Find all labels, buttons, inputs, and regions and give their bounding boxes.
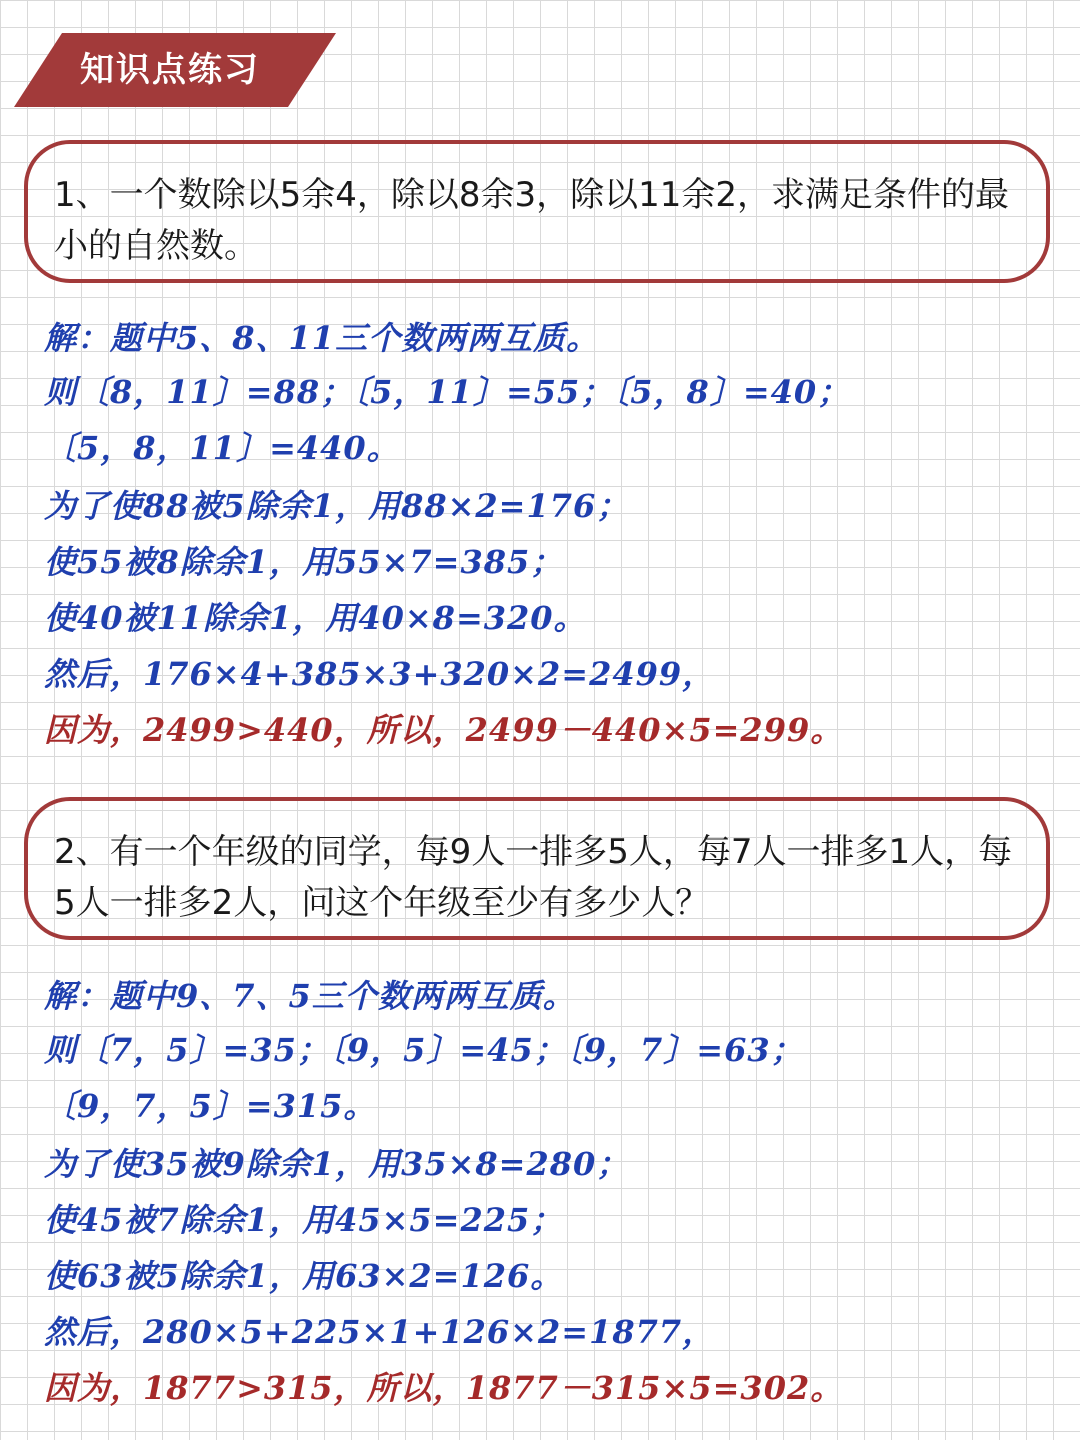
- solution-2-line-7: 然后，280×5+225×1+126×2=1877，: [44, 1313, 716, 1351]
- solution-2-line-1: 解：题中9、7、5三个数两两互质。: [44, 977, 576, 1015]
- solution-1-line-1: 解：题中5、8、11三个数两两互质。: [44, 319, 600, 357]
- solution-1-line-3: 〔5，8，11〕=440。: [44, 429, 400, 467]
- solution-1-conclusion: 因为，2499>440，所以，2499－440×5=299。: [44, 711, 844, 749]
- solution-2-line-4: 为了使35被9除余1，用35×8=280；: [44, 1145, 630, 1183]
- question-box-1: [24, 140, 1050, 283]
- solution-1-line-4: 为了使88被5除余1，用88×2=176；: [44, 487, 630, 525]
- solution-2-line-3: 〔9，7，5〕=315。: [44, 1087, 377, 1125]
- solution-1-line-6: 使40被11除余1，用40×8=320。: [44, 599, 587, 637]
- page-title: 知识点练习: [80, 50, 260, 90]
- solution-2-conclusion: 因为，1877>315，所以，1877－315×5=302。: [44, 1369, 844, 1407]
- solution-1-line-7: 然后，176×4+385×3+320×2=2499，: [44, 655, 716, 693]
- solution-1-line-5: 使55被8除余1，用55×7=385；: [44, 543, 564, 581]
- solution-1-line-2: 则〔8，11〕=88；〔5，11〕=55；〔5，8〕=40；: [44, 373, 851, 411]
- solution-2-line-2: 则〔7，5〕=35；〔9，5〕=45；〔9，7〕=63；: [44, 1031, 804, 1069]
- question-box-2: [24, 797, 1050, 940]
- solution-2-line-6: 使63被5除余1，用63×2=126。: [44, 1257, 564, 1295]
- question-1-text: 1、一个数除以5余4，除以8余3，除以11余2，求满足条件的最小的自然数。: [54, 175, 1010, 266]
- solution-2-line-5: 使45被7除余1，用45×5=225；: [44, 1201, 564, 1239]
- question-2-text: 2、有一个年级的同学，每9人一排多5人，每7人一排多1人，每5人一排多2人，问这个年级至少有多少人？: [54, 832, 1013, 923]
